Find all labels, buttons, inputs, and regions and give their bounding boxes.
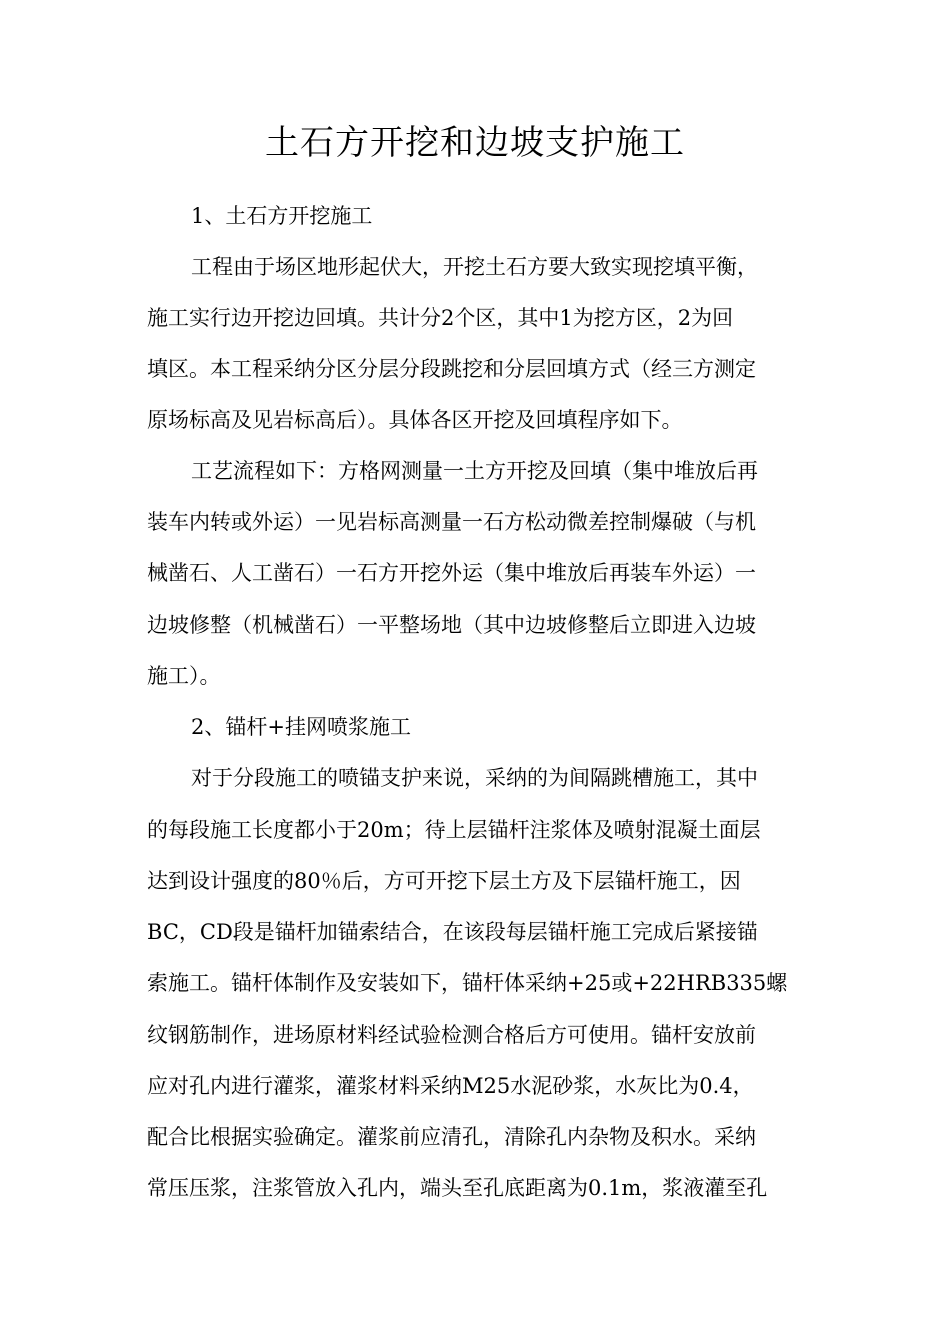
paragraph-line: 应对孔内进行灌浆，灌浆材料采纳M25水泥砂浆，水灰比为0.4， — [147, 1074, 754, 1098]
paragraph-line: 填区。本工程采纳分区分层分段跳挖和分层回填方式（经三方测定 — [147, 357, 756, 381]
paragraph-line: 达到设计强度的80％后，方可开挖下层土方及下层锚杆施工，因 — [147, 869, 741, 893]
paragraph-line: 械凿石、人工凿石）一石方开挖外运（集中堆放后再装车外运）一 — [147, 561, 756, 585]
paragraph-line: 纹钢筋制作，进场原材料经试验检测合格后方可使用。锚杆安放前 — [147, 1023, 756, 1047]
paragraph-line: 原场标高及见岩标高后）。具体各区开挖及回填程序如下。 — [147, 408, 683, 432]
section-heading: 2、锚杆+挂网喷浆施工 — [191, 715, 411, 739]
paragraph-line: 施工）。 — [147, 664, 221, 688]
paragraph-line: 边坡修整（机械凿石）一平整场地（其中边坡修整后立即进入边坡 — [147, 613, 756, 637]
paragraph-line: 索施工。锚杆体制作及安装如下，锚杆体采纳+25或+22HRB335螺 — [147, 971, 788, 995]
paragraph-line: 工艺流程如下：方格网测量一土方开挖及回填（集中堆放后再 — [191, 459, 758, 483]
document-title: 土石方开挖和边坡支护施工 — [265, 123, 685, 163]
paragraph-line: 配合比根据实验确定。灌浆前应清孔，清除孔内杂物及积水。采纳 — [147, 1125, 756, 1149]
section-heading: 1、土石方开挖施工 — [191, 204, 373, 228]
paragraph-line: BC，CD段是锚杆加锚索结合，在该段每层锚杆施工完成后紧接锚 — [147, 920, 758, 944]
paragraph-line: 常压压浆，注浆管放入孔内，端头至孔底距离为0.1m，浆液灌至孔 — [147, 1176, 768, 1200]
paragraph-line: 工程由于场区地形起伏大，开挖土石方要大致实现挖填平衡， — [191, 255, 758, 279]
paragraph-line: 装车内转或外运）一见岩标高测量一石方松动微差控制爆破（与机 — [147, 510, 756, 534]
paragraph-line: 施工实行边开挖边回填。共计分2个区，其中1为挖方区，2为回 — [147, 306, 734, 330]
paragraph-line: 对于分段施工的喷锚支护来说，采纳的为间隔跳槽施工，其中 — [191, 766, 758, 790]
paragraph-line: 的每段施工长度都小于20m；待上层锚杆注浆体及喷射混凝土面层 — [147, 818, 761, 842]
